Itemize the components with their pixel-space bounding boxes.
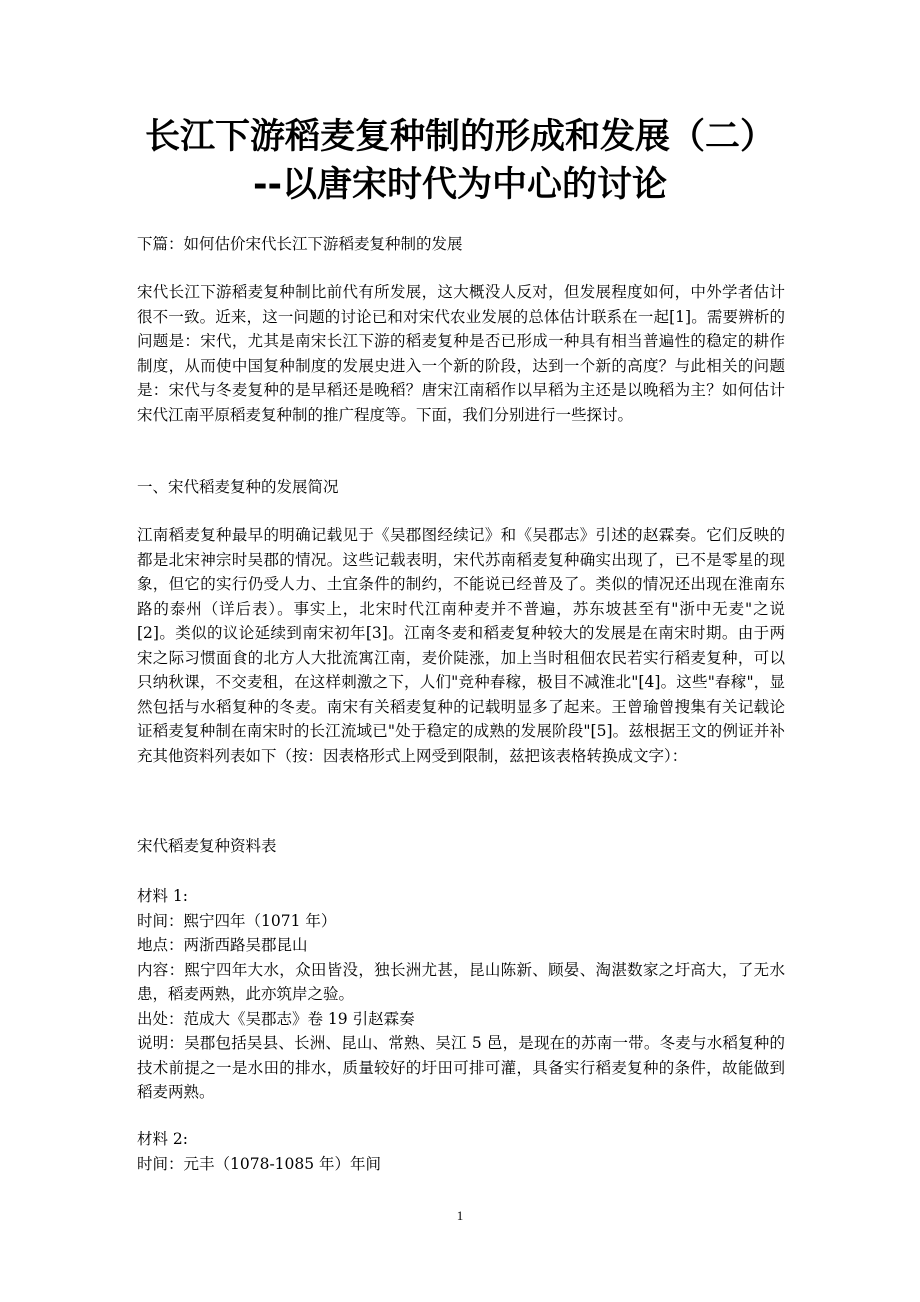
material-1-source: 出处：范成大《吴郡志》卷 19 引赵霖奏 (137, 1009, 415, 1028)
material-1-time: 时间：熙宁四年（1071 年） (137, 911, 337, 930)
main-paragraph-block (137, 523, 785, 768)
material-1-note: 说明：吴郡包括吴县、长洲、昆山、常熟、吴江 5 邑，是现在的苏南一带。冬麦与水稻复种的技术前提之一是水田的排水，质量较好的圩田可排可灌，具备实行稻麦复种的条件，故能做到稻麦两熟。 (137, 1034, 785, 1101)
material-1 (137, 884, 785, 1105)
material-2 (137, 1127, 785, 1176)
document-title-line-2: --以唐宋时代为中心的讨论 (252, 165, 668, 205)
material-1-header: 材料 1: (137, 887, 189, 905)
table-title: 宋代稻麦复种资料表 (137, 837, 277, 855)
main-paragraph: 江南稻麦复种最早的明确记载见于《吴郡图经续记》和《吴郡志》引述的赵霖奏。它们反映的都是北宋神宗时吴郡的情况。这些记载表明，宋代苏南稻麦复种确实出现了，已不是零星的现象，但它的实行仍受人力、土宜条件的制约，不能说已经普及了。类似的情况还出现在淮南东路的泰州（详后表）。事实上，北宋时代江南种麦并不普遍，苏东坡甚至有"浙中无麦"之说[2]。类似的议论延续到南宋初年[3]。江南冬麦和稻麦复种较大的发展是在南宋时期。由于两宋之际习惯面食的北方人大批流寓江南，麦价陡涨，加上当时租佃农民若实行稻麦复种，可以只纳秋课，不交麦租，在这样刺激之下，人们"竞种春稼，极目不减淮北"[4]。这些"春稼"，显然包括与水稻复种的冬麦。南宋有关稻麦复种的记载明显多了起来。王曾瑜曾搜集有关记载论证稻麦复种制在南宋时的长江流域已"处于稳定的成熟的发展阶段"[5]。兹根据王文的例证并补充其他资料列表如下（按：因表格形式上网受到限制，兹把该表格转换成文字）： (137, 526, 785, 765)
intro-paragraph: 宋代长江下游稻麦复种制比前代有所发展，这大概没人反对，但发展程度如何，中外学者估计很不一致。近来，这一问题的讨论已和对宋代农业发展的总体估计联系在一起[1]。需要辨析的问题是：宋代，尤其是南宋长江下游的稻麦复种是否已形成一种具有相当普遍性的稳定的耕作制度，从而使中国复种制度的发展史进入一个新的阶段，达到一个新的高度？与此相关的问题是：宋代与冬麦复种的是早稻还是晚稻？唐宋江南稻作以早稻为主还是以晚稻为主？如何估计宋代江南平原稻麦复种制的推广程度等。下面，我们分别进行一些探讨。 (137, 283, 785, 424)
material-1-content: 内容：熙宁四年大水，众田皆没，独长洲尤甚，昆山陈新、顾晏、淘湛数家之圩高大，了无水患，稻麦两熟，此亦筑岸之验。 (137, 960, 785, 1003)
intro-paragraph-block (137, 280, 785, 427)
subsection-heading: 一、宋代稻麦复种的发展简况 (137, 478, 339, 496)
section-heading: 下篇：如何估价宋代长江下游稻麦复种制的发展 (137, 235, 463, 253)
page-number: 1 (456, 1208, 464, 1223)
material-2-header: 材料 2: (137, 1130, 189, 1148)
document-title-line-1: 长江下游稻麦复种制的形成和发展（二） (144, 117, 775, 157)
material-1-place: 地点：两浙西路吴郡昆山 (137, 936, 308, 954)
material-2-time: 时间：元丰（1078-1085 年）年间 (137, 1154, 382, 1173)
